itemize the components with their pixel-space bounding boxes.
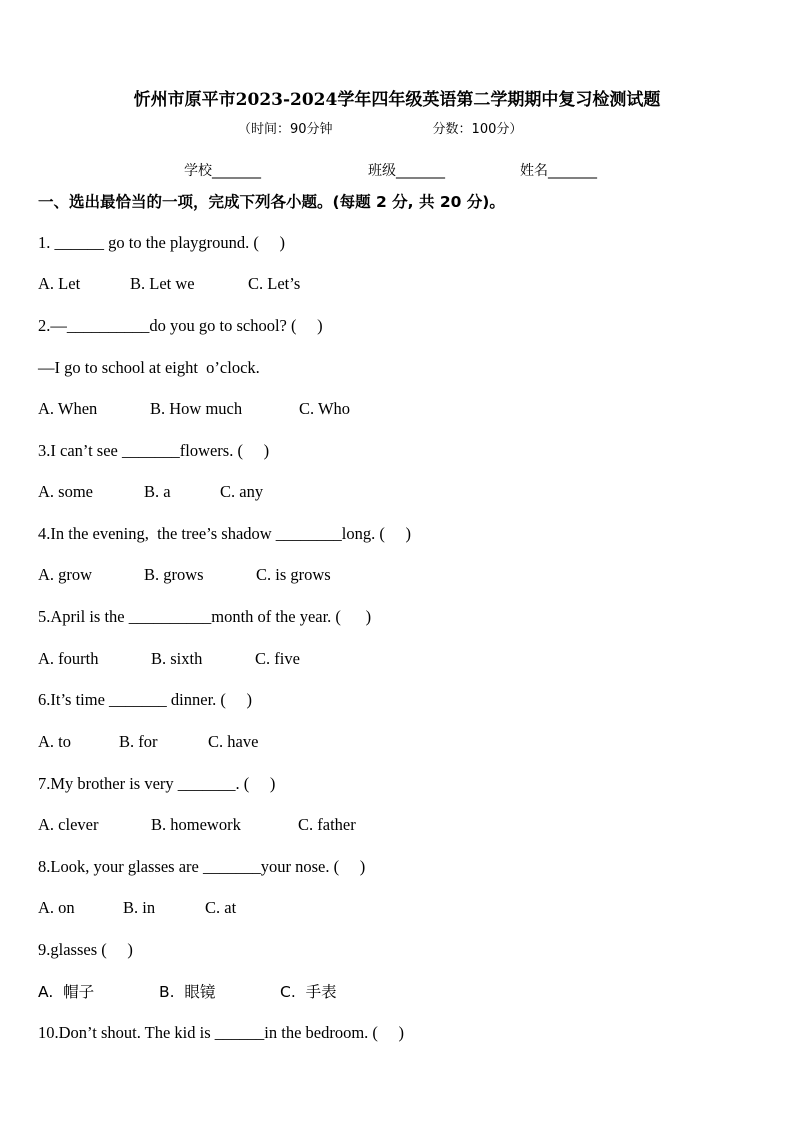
option-a: A. grow	[38, 565, 93, 584]
question-options	[38, 482, 263, 502]
question-options	[38, 982, 337, 1002]
question-stem: 8.Look, your glasses are _______your nose. ( )	[38, 857, 366, 876]
section-1-heading: 一、选出最恰当的一项，完成下列各小题。(每题 2 分, 共 20 分)。	[38, 193, 505, 211]
option-b: B. for	[119, 732, 158, 751]
option-c: C. is grows	[256, 565, 331, 584]
option-a: A. some	[38, 482, 93, 501]
option-c: C. Who	[299, 399, 351, 418]
question-stem: 9.glasses ( )	[38, 940, 133, 959]
option-a: A. Let	[38, 274, 81, 293]
option-c: C. at	[205, 898, 237, 917]
option-a: A. on	[38, 898, 75, 917]
option-b: B. a	[144, 482, 171, 501]
question-options	[38, 399, 350, 419]
option-b: B. How much	[150, 399, 243, 418]
option-c: C. 手表	[280, 983, 337, 1001]
option-b: B. homework	[151, 815, 241, 834]
exam-title: 忻州市原平市2023-2024学年四年级英语第二学期期中复习检测试题	[133, 90, 661, 110]
question-options	[38, 732, 258, 752]
option-a: A. clever	[38, 815, 99, 834]
option-c: C. five	[255, 649, 300, 668]
option-a: A. fourth	[38, 649, 99, 668]
class-field: 班级_______	[368, 163, 445, 179]
exam-score: 分数：100分）	[432, 122, 523, 137]
option-a: A. to	[38, 732, 71, 751]
question-stem: 7.My brother is very _______. ( )	[38, 774, 276, 793]
option-b: B. 眼镜	[159, 983, 216, 1001]
option-a: A. When	[38, 399, 98, 418]
question-options	[38, 898, 236, 918]
question-options	[38, 565, 331, 585]
question-stem: 1. ______ go to the playground. ( )	[38, 233, 286, 252]
question-stem: 5.April is the __________month of the year. ( )	[38, 607, 372, 626]
option-c: C. Let’s	[248, 274, 301, 293]
name-field: 姓名_______	[520, 163, 597, 179]
student-info-row	[184, 160, 597, 180]
option-b: B. sixth	[151, 649, 203, 668]
option-b: B. in	[123, 898, 156, 917]
question-stem: 10.Don’t shout. The kid is ______in the bedroom. ( )	[38, 1023, 405, 1042]
exam-time: （时间：90分钟	[238, 122, 333, 137]
question-stem: 3.I can’t see _______flowers. ( )	[38, 441, 270, 460]
option-a: A. 帽子	[38, 983, 95, 1001]
question-options	[38, 274, 300, 294]
option-c: C. father	[298, 815, 356, 834]
option-b: B. Let we	[130, 274, 195, 293]
question-stem: 4.In the evening, the tree’s shadow ________long. ( )	[38, 524, 412, 543]
question-stem-answer-line: —I go to school at eight o’clock.	[38, 358, 260, 377]
question-options	[38, 815, 356, 835]
question-options	[38, 649, 300, 669]
question-stem: 6.It’s time _______ dinner. ( )	[38, 690, 253, 709]
question-stem: 2.—__________do you go to school? ( )	[38, 316, 323, 335]
option-c: C. any	[220, 482, 264, 501]
option-b: B. grows	[144, 565, 204, 584]
option-c: C. have	[208, 732, 259, 751]
school-field: 学校_______	[184, 163, 261, 179]
exam-time-score	[238, 118, 522, 137]
